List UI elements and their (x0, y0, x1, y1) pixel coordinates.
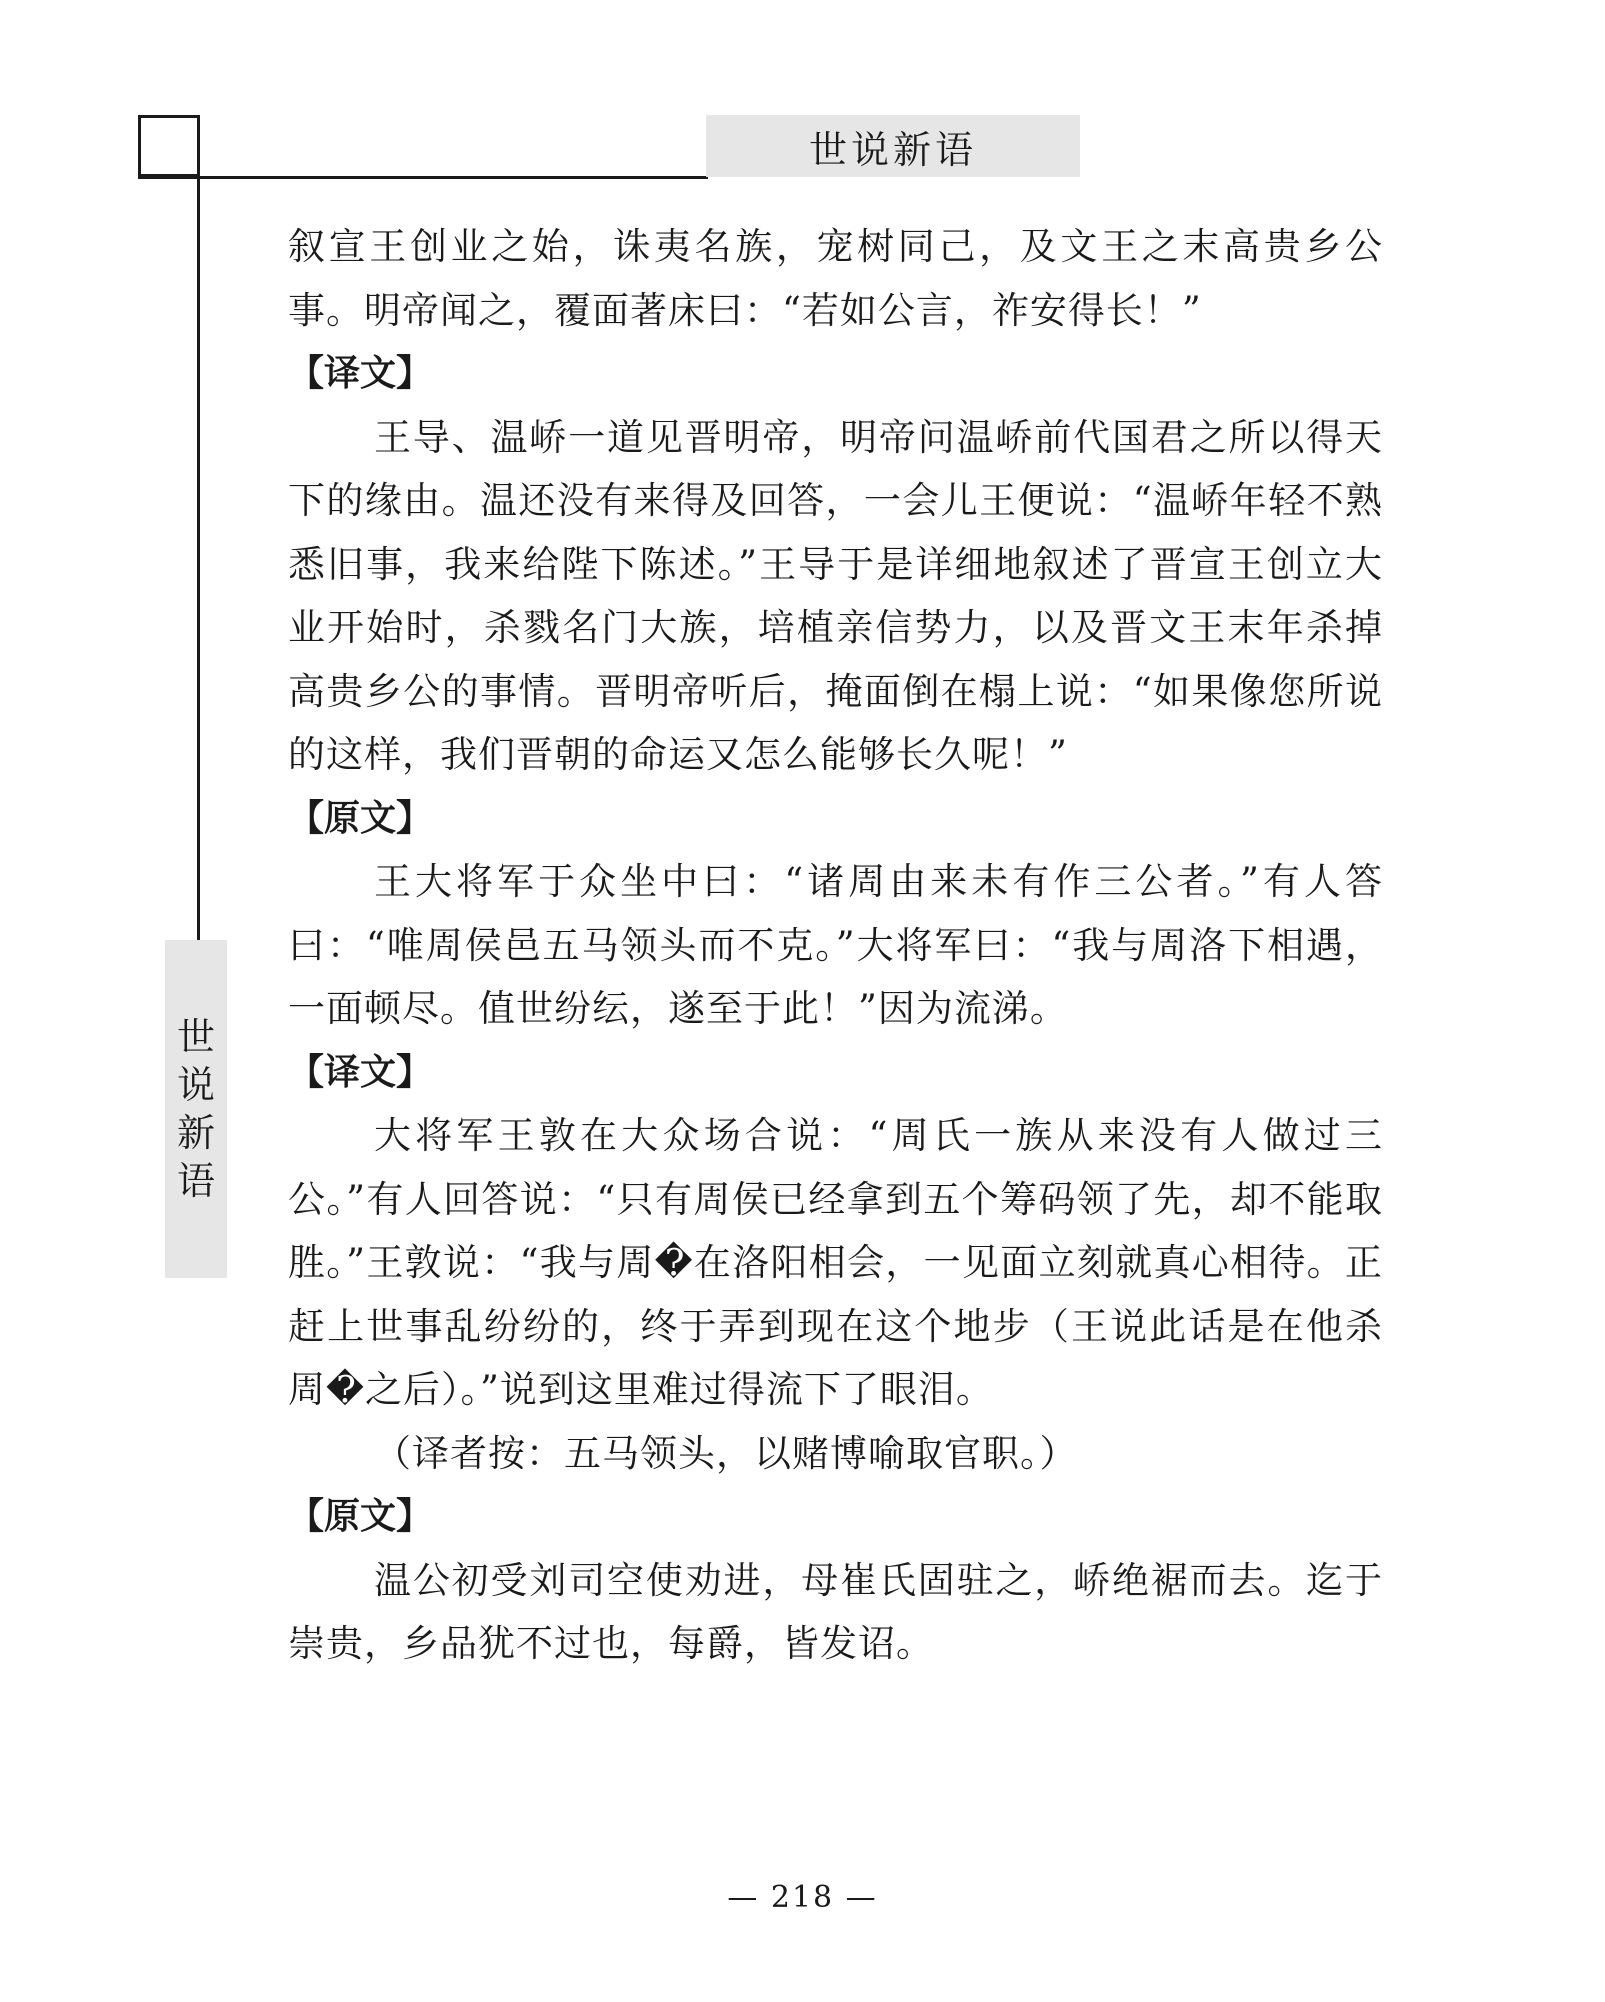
side-thumb-tab (165, 940, 227, 1278)
paragraph-original: 王大将军于众坐中曰：“诸周由来未有作三公者。”有人答曰：“唯周侯邑五马领头而不克。”大将军曰：“我与周洛下相遇，一面顿尽。值世纷纭，遂至于此！”因为流涕。 (288, 860, 1383, 1030)
side-tab-char: 语 (176, 1159, 215, 1203)
paragraph-translation: 王导、温峤一道见晋明帝，明帝问温峤前代国君之所以得天下的缘由。温还没有来得及回答，一会儿王便说：“温峤年轻不熟悉旧事，我来给陛下陈述。”王导于是详细地叙述了晋宣王创立大业开始时，杀戮名门大族，培植亲信势力，以及晋文王末年杀掉高贵乡公的事情。晋明帝听后，掩面倒在榻上说：“如果像您所说的这样，我们晋朝的命运又怎么能够长久呢！” (288, 415, 1383, 776)
running-header (706, 115, 1080, 177)
section-label-original: 【原文】 (288, 797, 433, 839)
page-number: — 218 — (727, 1880, 878, 1915)
side-tab-char: 新 (176, 1111, 215, 1155)
side-rule (197, 115, 200, 940)
corner-frame-box (138, 115, 200, 177)
section-label-translation: 【译文】 (288, 353, 433, 394)
paragraph-original-continuation: 叙宣王创业之始，诛夷名族，宠树同己，及文王之末高贵乡公事。明帝闻之，覆面著床曰：“若如公言，祚安得长！” (288, 225, 1383, 332)
header-rule (138, 176, 708, 179)
main-text (288, 215, 1383, 1676)
paragraph-translation: 大将军王敦在大众场合说：“周氏一族从来没有人做过三公。”有人回答说：“只有周侯已经拿到五个筹码领了先，却不能取胜。”王敦说：“我与周�在洛阳相会，一见面立刻就真心相待。正赶上世事乱纷纷的，终于弄到现在这个地步（王说此话是在他杀周�之后）。”说到这里难过得流下了眼泪。 (288, 1114, 1383, 1411)
translator-note: （译者按：五马领头，以赌博喻取官职。） (374, 1431, 1078, 1475)
paragraph-original: 温公初受刘司空使劝进，母崔氏固驻之，峤绝裾而去。迄于崇贵，乡品犹不过也，每爵，皆发诏。 (288, 1558, 1383, 1665)
section-label-translation: 【译文】 (288, 1051, 433, 1093)
side-tab-char: 世 (176, 1015, 215, 1059)
running-header-title: 世说新语 (808, 127, 977, 172)
section-label-original: 【原文】 (288, 1496, 433, 1537)
side-tab-char: 说 (176, 1063, 215, 1107)
